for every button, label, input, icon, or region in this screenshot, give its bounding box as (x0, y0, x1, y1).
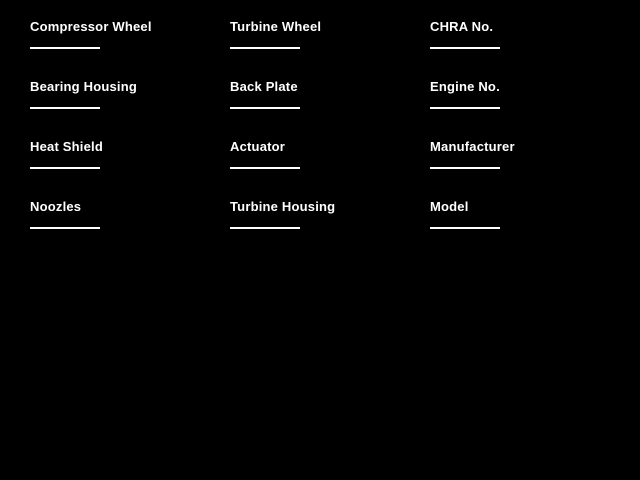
turbine-housing-input[interactable] (230, 216, 300, 229)
field-back-plate (230, 79, 430, 139)
heat-shield-input[interactable] (30, 156, 100, 169)
form-column-right (430, 19, 630, 259)
actuator-label: Actuator (230, 139, 286, 154)
bearing-housing-label: Bearing Housing (30, 79, 138, 94)
chra-no-input[interactable] (430, 36, 500, 49)
form-column-middle (230, 19, 430, 259)
compressor-wheel-label: Compressor Wheel (30, 19, 152, 34)
field-bearing-housing (30, 79, 230, 139)
noozles-input[interactable] (30, 216, 100, 229)
field-turbine-housing (230, 199, 430, 259)
chra-no-label: CHRA No. (430, 19, 494, 34)
engine-no-label: Engine No. (430, 79, 500, 94)
field-model (430, 199, 630, 259)
field-chra-no (430, 19, 630, 79)
back-plate-label: Back Plate (230, 79, 298, 94)
turbine-housing-label: Turbine Housing (230, 199, 336, 214)
manufacturer-label: Manufacturer (430, 139, 515, 154)
model-input[interactable] (430, 216, 500, 229)
manufacturer-input[interactable] (430, 156, 500, 169)
noozles-label: Noozles (30, 199, 82, 214)
field-noozles (30, 199, 230, 259)
turbine-wheel-input[interactable] (230, 36, 300, 49)
parts-form (30, 19, 630, 259)
engine-no-input[interactable] (430, 96, 500, 109)
bearing-housing-input[interactable] (30, 96, 100, 109)
field-manufacturer (430, 139, 630, 199)
compressor-wheel-input[interactable] (30, 36, 100, 49)
field-compressor-wheel (30, 19, 230, 79)
field-turbine-wheel (230, 19, 430, 79)
back-plate-input[interactable] (230, 96, 300, 109)
field-engine-no (430, 79, 630, 139)
field-actuator (230, 139, 430, 199)
model-label: Model (430, 199, 469, 214)
heat-shield-label: Heat Shield (30, 139, 103, 154)
turbine-wheel-label: Turbine Wheel (230, 19, 322, 34)
field-heat-shield (30, 139, 230, 199)
form-column-left (30, 19, 230, 259)
actuator-input[interactable] (230, 156, 300, 169)
